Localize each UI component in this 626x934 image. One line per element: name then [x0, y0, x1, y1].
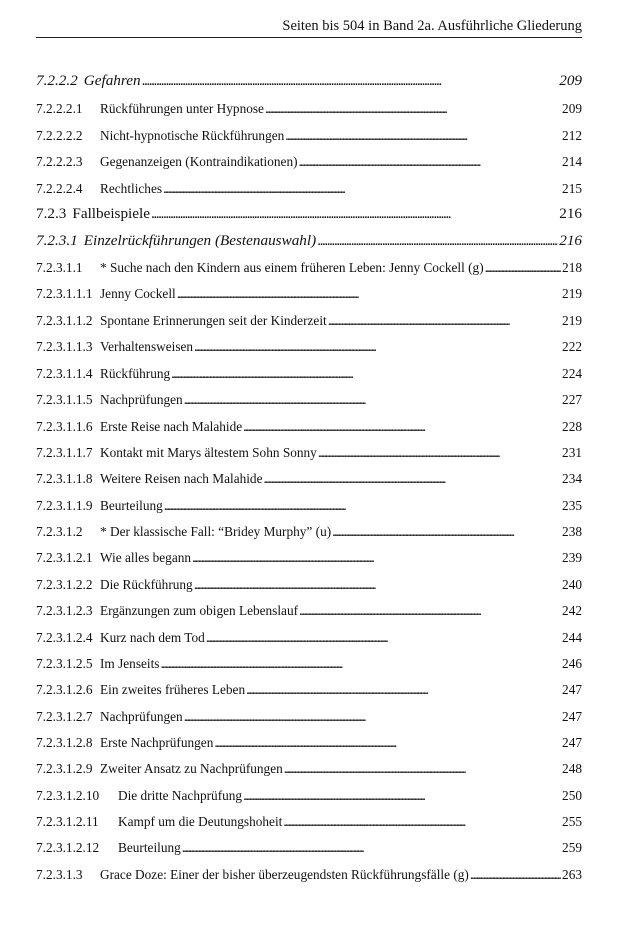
toc-entry[interactable] [36, 495, 582, 517]
toc-entry-title: Rückführungen unter Hypnose [100, 101, 264, 116]
toc-entry-number: 7.2.2.2.3 [36, 154, 83, 169]
toc-entry[interactable] [36, 627, 582, 649]
toc-entry[interactable] [36, 679, 582, 701]
toc-entry-number: 7.2.3.1.2.6 [36, 682, 93, 697]
toc-dot-leader [265, 98, 561, 120]
toc-entry-number: 7.2.3.1.1.7 [36, 445, 93, 460]
toc-entry[interactable] [36, 151, 582, 173]
toc-dot-leader [328, 310, 561, 332]
toc-entry[interactable] [36, 574, 582, 596]
toc-entry-number: 7.2.3.1.2.7 [36, 709, 93, 724]
toc-dot-leader [243, 416, 561, 438]
toc-dot-leader [299, 600, 561, 622]
toc-entry-page-number: 231 [562, 445, 582, 460]
toc-dot-leader [184, 389, 561, 411]
toc-entry[interactable] [36, 837, 582, 859]
toc-dot-leader [283, 811, 561, 833]
toc-entry-number: 7.2.2.2.1 [36, 101, 83, 116]
toc-entry-number: 7.2.3.1.2.3 [36, 603, 93, 618]
toc-dot-leader [194, 574, 561, 596]
toc-entry-page-number: 215 [562, 181, 582, 196]
toc-entry[interactable] [36, 653, 582, 675]
toc-entry-page-number: 222 [562, 339, 582, 354]
toc-dot-leader [299, 151, 562, 173]
toc-entry-title: Wie alles begann [100, 550, 192, 565]
toc-entry-title: Ein zweites früheres Leben [100, 682, 246, 697]
toc-entry[interactable] [36, 363, 582, 385]
toc-entry-number: 7.2.2.2.4 [36, 181, 83, 196]
toc-entry-title: Kontakt mit Marys ältestem Sohn Sonny [100, 445, 317, 460]
toc-entry-title: Im Jenseits [100, 656, 160, 671]
toc-entry-number: 7.2.3.1.1 [36, 260, 83, 275]
toc-dot-leader [285, 125, 561, 147]
toc-dot-leader [318, 442, 561, 464]
toc-entry-page-number: 239 [562, 550, 582, 565]
toc-entry-number: 7.2.3.1.2.9 [36, 761, 93, 776]
toc-entry[interactable] [36, 600, 582, 622]
toc-entry-title: * Suche nach den Kindern aus einem früheren Leben: Jenny Cockell (g) [100, 260, 484, 275]
toc-entry[interactable] [36, 203, 582, 225]
toc-dot-leader [192, 547, 561, 569]
toc-entry-title: Die dritte Nachprüfung [118, 788, 243, 803]
toc-entry[interactable] [36, 125, 582, 147]
toc-entry[interactable] [36, 547, 582, 569]
toc-entry-page-number: 209 [559, 72, 582, 89]
toc-entry-number: 7.2.3.1.1.5 [36, 392, 93, 407]
toc-entry-page-number: 216 [559, 205, 582, 222]
toc-entry-number: 7.2.3.1.2 [36, 524, 83, 539]
toc-entry[interactable] [36, 283, 582, 305]
toc-entry-page-number: 259 [562, 840, 582, 855]
toc-dot-leader [160, 653, 561, 675]
toc-dot-leader [171, 363, 561, 385]
toc-entry-number: 7.2.3.1.1.9 [36, 498, 93, 513]
toc-entry[interactable] [36, 70, 582, 92]
toc-entry[interactable] [36, 811, 582, 833]
toc-entry-number: 7.2.3.1.2.2 [36, 577, 93, 592]
running-header [36, 17, 582, 38]
toc-entry-title: Fallbeispiele [72, 205, 150, 222]
toc-entry-page-number: 224 [562, 366, 582, 381]
toc-entry-title: Beurteilung [118, 840, 181, 855]
toc-dot-leader [284, 758, 561, 780]
toc-entry-title: Gefahren [83, 72, 141, 89]
toc-entry-number: 7.2.3.1.1.8 [36, 471, 93, 486]
toc-entry-title: Verhaltensweisen [100, 339, 194, 354]
toc-entry[interactable] [36, 336, 582, 358]
toc-entry-page-number: 234 [562, 471, 582, 486]
toc-entry-page-number: 263 [562, 867, 582, 882]
toc-entry-page-number: 216 [559, 232, 582, 249]
toc-entry-page-number: 246 [562, 656, 582, 671]
toc-entry-title: Zweiter Ansatz zu Nachprüfungen [100, 761, 283, 776]
toc-entry-page-number: 238 [562, 524, 582, 539]
toc-entry-title: Nachprüfungen [100, 709, 183, 724]
toc-entry-number: 7.2.3.1.3 [36, 867, 83, 882]
toc-dot-leader [184, 706, 561, 728]
toc-entry[interactable] [36, 706, 582, 728]
toc-entry[interactable] [36, 732, 582, 754]
toc-entry-title: Kampf um die Deutungshoheit [118, 814, 283, 829]
toc-entry-number: 7.2.3 [36, 205, 67, 222]
toc-dot-leader [182, 837, 561, 859]
toc-entry-page-number: 244 [562, 630, 582, 645]
toc-entry-page-number: 228 [562, 419, 582, 434]
toc-entry-page-number: 240 [562, 577, 582, 592]
toc-dot-leader [214, 732, 561, 754]
toc-entry-number: 7.2.3.1.1.2 [36, 313, 93, 328]
toc-entry-number: 7.2.3.1.2.5 [36, 656, 93, 671]
toc-entry-page-number: 250 [562, 788, 582, 803]
toc-entry-page-number: 218 [562, 260, 582, 275]
toc-entry-number: 7.2.2.2.2 [36, 128, 83, 143]
toc-entry-title: Erste Reise nach Malahide [100, 419, 243, 434]
toc-entry[interactable] [36, 442, 582, 464]
toc-entry-title: Weitere Reisen nach Malahide [100, 471, 263, 486]
toc-entry-number: 7.2.3.1.1.1 [36, 286, 93, 301]
toc-entry-page-number: 219 [562, 313, 582, 328]
toc-entry-title: Nachprüfungen [100, 392, 183, 407]
toc-entry[interactable] [36, 310, 582, 332]
toc-dot-leader [332, 521, 561, 543]
toc-dot-leader [317, 230, 558, 252]
toc-entry-number: 7.2.3.1.1.6 [36, 419, 93, 434]
toc-entry-number: 7.2.3.1 [36, 232, 78, 249]
toc-entry-title: Die Rückführung [100, 577, 193, 592]
toc-entry-number: 7.2.3.1.2.10 [36, 788, 100, 803]
toc-entry-title: Jenny Cockell [100, 286, 176, 301]
toc-entry[interactable] [36, 230, 582, 252]
toc-dot-leader [485, 257, 561, 279]
toc-entry-title: Spontane Erinnerungen seit der Kinderzeit [100, 313, 327, 328]
toc-dot-leader [206, 627, 561, 649]
toc-entry-title: Rechtliches [100, 181, 163, 196]
toc-entry[interactable] [36, 785, 582, 807]
toc-dot-leader [164, 495, 561, 517]
toc-entry-title: Rückführung [100, 366, 171, 381]
toc-entry-page-number: 248 [562, 761, 582, 776]
toc-dot-leader [151, 203, 558, 225]
toc-entry-title: Einzelrückführungen (Bestenauswahl) [83, 232, 317, 249]
toc-entry-page-number: 247 [562, 682, 582, 697]
toc-entry-page-number: 247 [562, 735, 582, 750]
toc-entry-number: 7.2.3.1.2.12 [36, 840, 100, 855]
toc-entry-page-number: 214 [562, 154, 582, 169]
toc-dot-leader [246, 679, 561, 701]
toc-dot-leader [470, 864, 561, 886]
toc-entry[interactable] [36, 178, 582, 200]
toc-entry-page-number: 235 [562, 498, 582, 513]
toc-entry[interactable] [36, 864, 582, 886]
toc-entry[interactable] [36, 389, 582, 411]
toc-entry-page-number: 242 [562, 603, 582, 618]
toc-entry-number: 7.2.3.1.1.3 [36, 339, 93, 354]
toc-entry-title: Beurteilung [100, 498, 163, 513]
toc-entry-title: Gegenanzeigen (Kontraindikationen) [100, 154, 298, 169]
toc-entry[interactable] [36, 758, 582, 780]
toc-entry-title: Grace Doze: Einer der bisher überzeugendsten Rückführungsfälle (g) [100, 867, 469, 882]
toc-entry-page-number: 212 [562, 128, 582, 143]
toc-entry[interactable] [36, 521, 582, 543]
toc-entry-page-number: 219 [562, 286, 582, 301]
toc-entry-title: Nicht-hypnotische Rückführungen [100, 128, 285, 143]
toc-dot-leader [263, 468, 561, 490]
toc-entry-title: * Der klassische Fall: “Bridey Murphy” (u) [100, 524, 332, 539]
toc-entry-page-number: 255 [562, 814, 582, 829]
toc-entry-title: Ergänzungen zum obigen Lebenslauf [100, 603, 299, 618]
running-header-text: Seiten bis 504 in Band 2a. Ausführliche Gliederung [282, 18, 582, 34]
toc-dot-leader [243, 785, 561, 807]
toc-entry-number: 7.2.3.1.2.4 [36, 630, 93, 645]
toc-entry[interactable] [36, 98, 582, 120]
toc-entry-number: 7.2.3.1.2.11 [36, 814, 99, 829]
toc-entry[interactable] [36, 416, 582, 438]
toc-entry-number: 7.2.3.1.2.8 [36, 735, 93, 750]
toc-entry-page-number: 247 [562, 709, 582, 724]
toc-entry-number: 7.2.3.1.2.1 [36, 550, 93, 565]
toc-dot-leader [194, 336, 561, 358]
toc-dot-leader [142, 70, 559, 92]
toc-entry-title: Kurz nach dem Tod [100, 630, 205, 645]
toc-entry[interactable] [36, 468, 582, 490]
toc-entry-title: Erste Nachprüfungen [100, 735, 214, 750]
toc-entry-number: 7.2.2.2 [36, 72, 78, 89]
toc-entry[interactable] [36, 257, 582, 279]
toc-dot-leader [163, 178, 561, 200]
toc-entry-number: 7.2.3.1.1.4 [36, 366, 93, 381]
toc-entry-page-number: 209 [562, 101, 582, 116]
toc-dot-leader [177, 283, 561, 305]
toc-entry-page-number: 227 [562, 392, 582, 407]
